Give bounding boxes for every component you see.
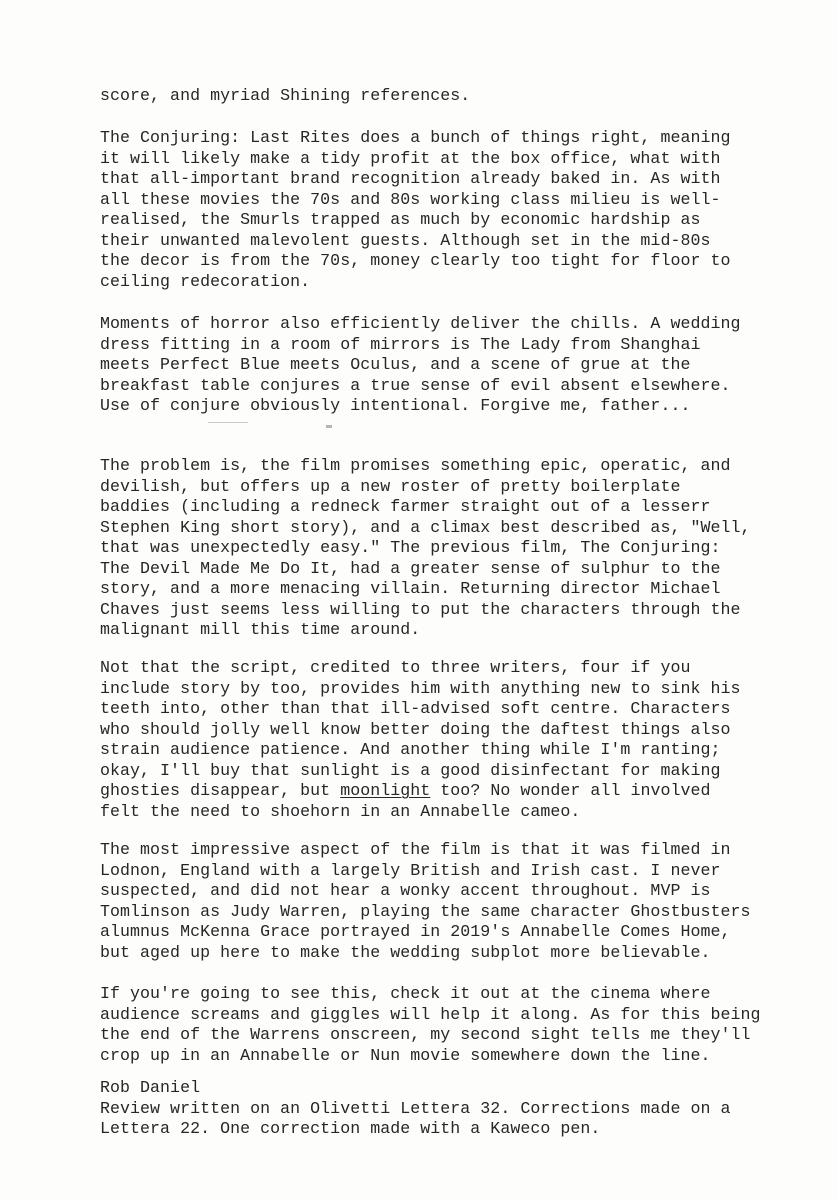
text-segment: too? No wonder all involved	[430, 781, 711, 800]
text-line: score, and myriad Shining references.	[100, 86, 471, 105]
paragraph-intro-fragment	[100, 86, 780, 107]
text-line: alumnus McKenna Grace portrayed in 2019's Annabelle Comes Home,	[100, 922, 731, 941]
text-line: realised, the Smurls trapped as much by economic hardship as	[100, 210, 701, 229]
text-line: strain audience patience. And another thing while I'm ranting;	[100, 740, 721, 759]
underlined-word: moonlight	[340, 781, 431, 800]
correction-smudge	[208, 422, 248, 423]
text-line: their unwanted malevolent guests. Although set in the mid-80s	[100, 230, 711, 250]
text-line: The Devil Made Me Do It, had a greater sense of sulphur to the	[100, 558, 721, 578]
text-line: Tomlinson as Judy Warren, playing the same character Ghostbusters	[100, 901, 751, 921]
text-line: crop up in an Annabelle or Nun movie somewhere down the line.	[100, 1045, 711, 1065]
text-line: The problem is, the film promises something epic, operatic, and	[100, 456, 731, 475]
text-line: baddies (including a redneck farmer straight out of a lesserr	[100, 497, 711, 516]
text-line: all these movies the 70s and 80s working class milieu is well-	[100, 189, 721, 209]
text-line: Stephen King short story), and a climax best described as, "Well,	[100, 517, 751, 537]
paragraph-moments-of-horror	[100, 314, 780, 417]
text-segment: ghosties disappear, but	[100, 781, 341, 800]
text-line: Use of conjure obviously intentional. Forgive me, father...	[100, 396, 691, 415]
text-line: Chaves just seems less willing to put the characters through the	[100, 599, 741, 619]
text-line: meets Perfect Blue meets Oculus, and a scene of grue at the	[100, 355, 691, 374]
paragraph-the-problem	[100, 456, 780, 641]
text-line: malignant mill this time around.	[100, 620, 421, 639]
text-line: the decor is from the 70s, money clearly too tight for floor to	[100, 251, 731, 270]
text-line: that all-important brand recognition already baked in. As with	[100, 169, 721, 188]
text-line: that was unexpectedly easy." The previous film, The Conjuring:	[100, 538, 721, 557]
text-line: who should jolly well know better doing the daftest things also	[100, 719, 731, 739]
text-line: Review written on an Olivetti Lettera 32. Corrections made on a	[100, 1098, 731, 1118]
text-line: suspected, and did not hear a wonky accent throughout. MVP is	[100, 881, 711, 900]
text-line: Lettera 22. One correction made with a Kaweco pen.	[100, 1119, 601, 1138]
text-line: audience screams and giggles will help it along. As for this being	[100, 1004, 761, 1024]
text-line: ceiling redecoration.	[100, 271, 311, 291]
text-line: teeth into, other than that ill-advised soft centre. Characters	[100, 699, 731, 718]
paragraph-going-to-see-this	[100, 984, 780, 1066]
paragraph-most-impressive	[100, 840, 780, 963]
text-line: Moments of horror also efficiently deliver the chills. A wedding	[100, 314, 741, 333]
text-line: The Conjuring: Last Rites does a bunch of things right, meaning	[100, 128, 731, 147]
text-line: Lodnon, England with a largely British and Irish cast. I never	[100, 860, 721, 880]
text-line: Not that the script, credited to three writers, four if you	[100, 658, 691, 677]
text-line: include story by too, provides him with anything new to sink his	[100, 678, 741, 698]
text-line: story, and a more menacing villain. Returning director Michael	[100, 579, 721, 598]
paragraph-what-it-does-right	[100, 128, 780, 292]
correction-smudge	[326, 425, 332, 428]
text-line: it will likely make a tidy profit at the box office, what with	[100, 148, 721, 168]
text-line: the end of the Warrens onscreen, my second sight tells me they'll	[100, 1025, 751, 1044]
paragraph-the-script	[100, 658, 780, 822]
text-line: breakfast table conjures a true sense of evil absent elsewhere.	[100, 375, 731, 395]
text-line: dress fitting in a room of mirrors is The Lady from Shanghai	[100, 334, 701, 354]
text-line: okay, I'll buy that sunlight is a good disinfectant for making	[100, 760, 721, 780]
author-name: Rob Daniel	[100, 1078, 201, 1097]
text-line: devilish, but offers up a new roster of pretty boilerplate	[100, 476, 681, 496]
author-signoff	[100, 1078, 780, 1140]
text-line: If you're going to see this, check it out at the cinema where	[100, 984, 711, 1003]
text-line-with-underline	[100, 781, 780, 802]
text-line: The most impressive aspect of the film is that it was filmed in	[100, 840, 731, 859]
text-line: but aged up here to make the wedding subplot more believable.	[100, 942, 711, 962]
text-line: felt the need to shoehorn in an Annabelle cameo.	[100, 801, 581, 821]
